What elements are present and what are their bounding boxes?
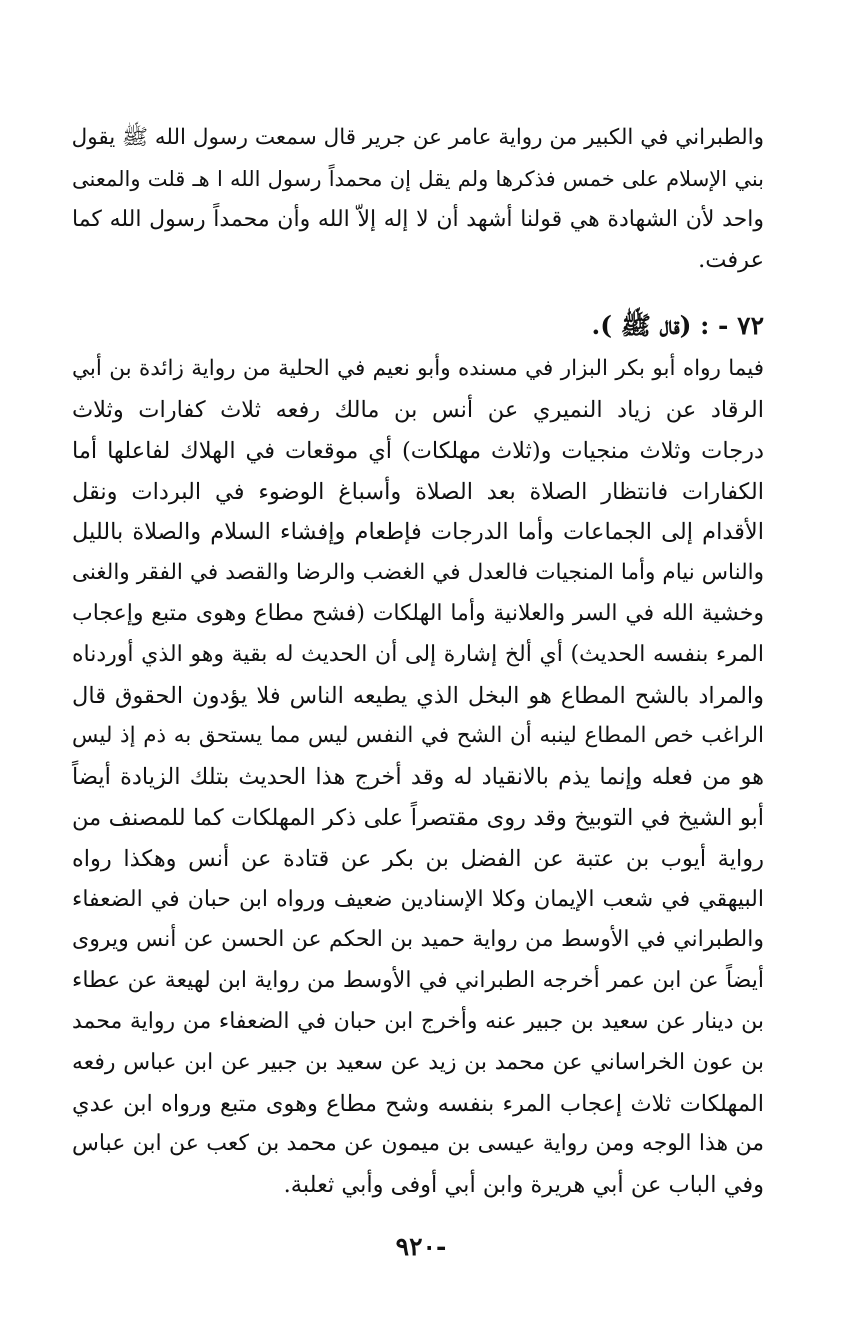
paragraph-spacer: [72, 281, 764, 303]
text-line: أيضاً عن ابن عمر أخرجه الطبراني في الأوسط من رواية ابن لهيعة عن عطاء: [72, 968, 764, 994]
text-line: بن عون الخراساني عن محمد بن زيد عن سعيد بن جبير عن ابن عباس رفعه: [72, 1049, 764, 1075]
text-line: رواية أيوب بن عتبة عن الفضل بن بكر عن قتادة عن أنس وهكذا رواه: [72, 845, 764, 872]
text-line: والمراد بالشح المطاع هو البخل الذي يطيعه الناس فلا يؤدون الحقوق قال: [72, 682, 764, 709]
section-heading: ٧٢ - : (قال ﷺ ).: [591, 311, 764, 341]
page-body: [72, 118, 764, 1206]
text-line: وخشية الله في السر والعلانية وأما الهلكات (فشح مطاع وهوى متبع وإعجاب: [72, 600, 764, 626]
text-line: والناس نيام وأما المنجيات فالعدل في الغضب والرضا والقصد في الفقر والغنى: [72, 560, 764, 586]
paragraph-commentary: [72, 349, 764, 1206]
text-line: هو من فعله وإنما يذم بالانقياد له وقد أخرج هذا الحديث بتلك الزيادة أيضاً: [72, 764, 764, 791]
page-number: -٩٢٠: [395, 1232, 447, 1261]
text-line: فيما رواه أبو بكر البزار في مسنده وأبو نعيم في الحلية من رواية زائدة بن أبي: [72, 356, 764, 382]
text-line: الكفارات فانتظار الصلاة بعد الصلاة وأسباغ الوضوء في البردات ونقل: [72, 478, 764, 505]
text-line: الرقاد عن زياد النميري عن أنس بن مالك رفعه ثلاث كفارات وثلاث: [72, 396, 764, 423]
text-line: عرفت.: [698, 247, 764, 274]
text-line: بن دينار عن سعيد بن جبير عنه وأخرج ابن حبان في الضعفاء من رواية محمد: [72, 1008, 764, 1034]
text-line: البيهقي في شعب الإيمان وكلا الإسنادين ضعيف ورواه ابن حبان في الضعفاء: [72, 886, 764, 912]
text-line: أبو الشيخ في التوبيخ وقد روى مقتصراً على ذكر المهلكات كما للمصنف من: [72, 804, 764, 831]
text-line: درجات وثلاث منجيات و(ثلاث مهلكات) أي موقعات في الهلاك لفاعلها أما: [72, 437, 764, 464]
text-line: المرء بنفسه الحديث) أي ألخ إشارة إلى أن الحديث له بقية وهو الذي أوردناه: [72, 641, 764, 667]
text-line: من هذا الوجه ومن رواية عيسى بن ميمون عن محمد بن كعب عن ابن عباس: [72, 1131, 764, 1157]
text-line: بني الإسلام على خمس فذكرها ولم يقل إن محمداً رسول الله ا هـ قلت والمعنى: [72, 166, 764, 191]
text-line: الراغب خص المطاع لينبه أن الشح في النفس ليس مما يستحق به ذم إذ ليس: [72, 723, 764, 749]
paragraph-intro: [72, 118, 764, 281]
text-line: والطبراني في الأوسط من رواية حميد بن الحكم عن الحسن عن أنس ويروى: [72, 927, 764, 953]
text-line: المهلكات ثلاث إعجاب المرء بنفسه وشح مطاع وهوى متبع ورواه ابن عدي: [72, 1090, 764, 1117]
text-line: واحد لأن الشهادة هي قولنا أشهد أن لا إله إلاّ الله وأن محمداً رسول الله كما: [72, 206, 764, 232]
text-line: والطبراني في الكبير من رواية عامر عن جرير قال سمعت رسول الله ﷺ يقول: [71, 125, 764, 150]
text-line: الأقدام إلى الجماعات وأما الدرجات فإطعام وإفشاء السلام والصلاة بالليل: [72, 519, 764, 546]
text-line: وفي الباب عن أبي هريرة وابن أبي أوفى وأبي ثعلبة.: [283, 1172, 764, 1199]
